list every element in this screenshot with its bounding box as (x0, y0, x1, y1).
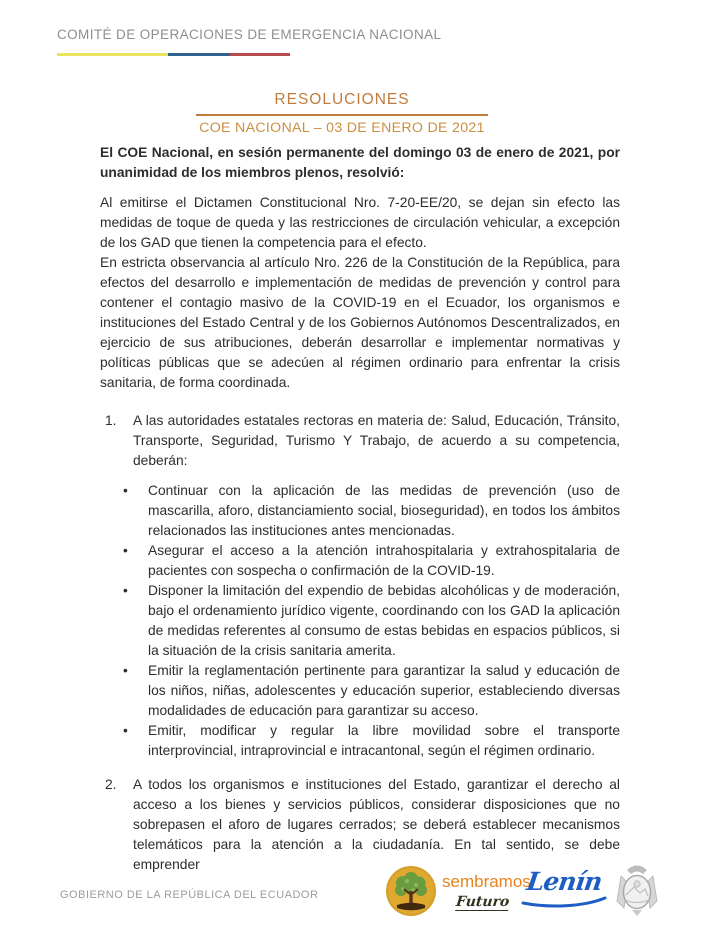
bullet-list (133, 481, 620, 761)
doc-subtitle: COE NACIONAL – 03 DE ENERO DE 2021 (199, 120, 485, 136)
tree-icon (386, 866, 436, 921)
header-title: COMITÉ DE OPERACIONES DE EMERGENCIA NACIONAL (57, 27, 442, 42)
title-rule (196, 114, 488, 116)
numbered-list (100, 411, 620, 875)
sembramos-wordmark (442, 866, 531, 921)
item-text: A las autoridades estatales rectoras en materia de: Salud, Educación, Tránsito, Transporte, Seguridad, Turismo Y Trabajo, de acuerdo a su competencia, deberán: (133, 413, 620, 468)
lenin-swoosh-icon (521, 896, 607, 908)
item-number: 2. (105, 777, 117, 792)
flag-segment-yellow (57, 53, 168, 56)
item-text: A todos los organismos e instituciones del Estado, garantizar el derecho al acceso a los bienes y servicios públicos, considerar disposiciones que no sobrepasen el aforo de lugares cerrados; se deberá establecer mecanismos telemáticos para la atención a la ciudadanía. En tal sentido, se debe emprender (133, 777, 620, 872)
government-label: GOBIERNO DE LA REPÚBLICA DEL ECUADOR (60, 889, 319, 901)
bullet-item: • Emitir la reglamentación pertinente para garantizar la salud y educación de los niños, niñas, adolescentes y educación superior, estableciendo diversas modalidades de educación para garantizar su acceso. (133, 661, 620, 721)
numbered-item-2 (100, 775, 620, 875)
ecuador-coat-of-arms-icon (612, 863, 662, 924)
bullet-item: • Emitir, modificar y regular la libre movilidad sobre el transporte interprovincial, intraprovincial e intracantonal, según el régimen ordinario. (133, 721, 620, 761)
bullet-item: • Asegurar el acceso a la atención intrahospitalaria y extrahospitalaria de pacientes con sospecha o confirmación de la COVID-19. (133, 541, 620, 581)
ecuador-flag-divider (57, 53, 290, 56)
paragraph-dictamen: Al emitirse el Dictamen Constitucional Nro. 7-20-EE/20, se dejan sin efecto las medidas de toque de queda y las restricciones de circulación vehicular, a excepción de los GAD que tienen la competencia para el efecto. (100, 195, 620, 250)
intro-paragraph: El COE Nacional, en sesión permanente del domingo 03 de enero de 2021, por unanimidad de los miembros plenos, resolvió: (100, 145, 620, 180)
flag-segment-red (230, 53, 290, 56)
doc-title: RESOLUCIONES (274, 91, 410, 108)
lenin-label: Lenín (524, 867, 604, 896)
numbered-item-1 (100, 411, 620, 761)
bullet-item: • Continuar con la aplicación de las medidas de prevención (uso de mascarilla, aforo, distanciamiento social, bioseguridad), en todos los ámbitos relacionados las instituciones antes mencionadas. (133, 481, 620, 541)
document-body (100, 143, 620, 875)
paragraph-observancia: En estricta observancia al artículo Nro. 226 de la Constitución de la República, para efectos del desarrollo e implementación de medidas de prevención y control para contener el contagio masivo de la COVID-19 en el Ecuador, los organismos e instituciones del Estado Central y de los Gobiernos Autónomos Descentralizados, en ejercicio de sus atribuciones, deberán desarrollar e implementar normativas y políticas públicas que se adecúen al régimen ordinario para enfrentar la crisis sanitaria, de forma coordinada. (100, 255, 620, 390)
item-number: 1. (105, 413, 117, 428)
lenin-signature-logo (521, 869, 607, 908)
document-heading (82, 91, 602, 136)
futuro-label: Futuro (455, 894, 511, 910)
flag-segment-blue (168, 53, 230, 56)
bullet-item: • Disponer la limitación del expendio de bebidas alcohólicas y de moderación, bajo el ordenamiento jurídico vigente, coordinando con los GAD la aplicación de medidas referentes al consumo de estas bebidas en espacios públicos, si la situación de la crisis sanitaria amerita. (133, 581, 620, 661)
sembramos-label: sembramos (442, 872, 531, 891)
sembramos-futuro-logo (386, 866, 531, 921)
